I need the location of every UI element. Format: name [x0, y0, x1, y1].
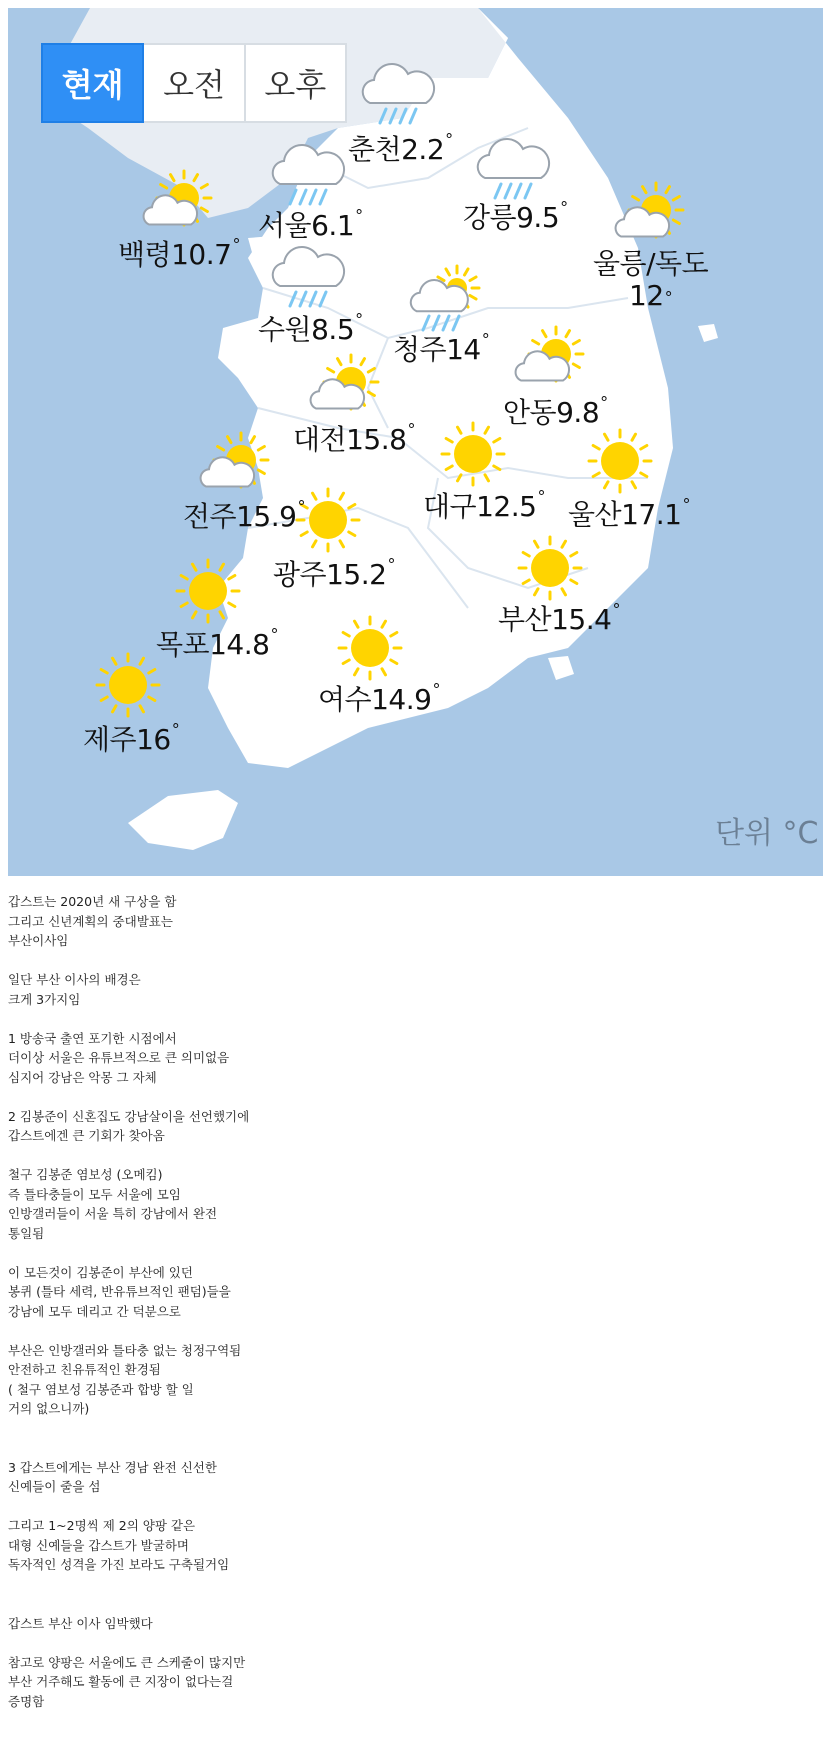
city-label — [593, 248, 708, 312]
city-temp: 12 — [629, 279, 664, 312]
degree-mark: ° — [297, 497, 305, 516]
article-line: 3 갑스트에게는 부산 경남 완전 신선한 — [8, 1459, 217, 1475]
degree-mark: ° — [171, 720, 180, 739]
city-name: 청주 — [393, 333, 447, 366]
article-line: 독자적인 성격을 가진 보라도 구축될거임 — [8, 1557, 230, 1572]
city-name: 서울 — [258, 209, 312, 242]
article-line — [8, 1146, 788, 1166]
time-tabs — [41, 43, 347, 123]
article-line — [8, 1243, 788, 1263]
degree-mark: ° — [407, 420, 415, 439]
city-temp: 14 — [446, 333, 481, 366]
article-line: 즉 틀타충들이 모두 서울에 모임 — [8, 1186, 181, 1202]
degree-mark: ° — [270, 625, 278, 644]
degree-mark: ° — [445, 130, 453, 149]
tab-now[interactable]: 현재 — [41, 43, 144, 123]
city-name: 제주 — [83, 723, 137, 756]
city-name: 전주 — [183, 500, 237, 533]
city-name: 울릉/독도 — [593, 247, 709, 280]
article-line — [8, 1438, 788, 1458]
unit-label: 단위 °C — [715, 816, 819, 851]
article-line — [8, 1419, 788, 1439]
city-temp: 15.4 — [551, 603, 612, 636]
city-name: 강릉 — [463, 201, 517, 234]
degree-mark: ° — [600, 393, 608, 412]
city-name: 목포 — [156, 628, 210, 661]
article-line: 강남에 모두 데리고 간 덕분으로 — [8, 1303, 181, 1319]
degree-mark: ° — [682, 495, 690, 514]
city-label — [183, 495, 305, 535]
article-line: 안전하고 친유튜적인 환경됨 — [8, 1362, 161, 1377]
article-line — [8, 1633, 788, 1653]
city-name: 대구 — [423, 490, 477, 523]
city-name: 춘천 — [348, 133, 402, 166]
city-label — [498, 598, 620, 638]
city-temp: 9.8 — [556, 396, 600, 429]
city-label — [156, 623, 278, 663]
article-line: 부산 거주해도 활동에 큰 지장이 없다는걸 — [8, 1674, 234, 1689]
degree-mark: ° — [232, 235, 240, 254]
article-line: 이 모든것이 김봉준이 부산에 있던 — [8, 1264, 193, 1280]
article-line: 통일됨 — [8, 1225, 45, 1241]
article-line: 2 김봉준이 신혼집도 강남살이을 선언했기에 — [8, 1108, 250, 1124]
city-temp: 14.8 — [209, 628, 270, 661]
city-name: 백령 — [118, 238, 172, 271]
degree-mark: ° — [612, 600, 620, 619]
degree-mark: ° — [387, 555, 395, 574]
article-line: 부산이사임 — [8, 933, 69, 948]
city-temp: 15.2 — [326, 558, 387, 591]
article-line: 갑스트는 2020년 새 구상을 함 — [8, 894, 177, 909]
city-temp: 17.1 — [621, 498, 682, 531]
city-temp: 15.8 — [346, 423, 407, 456]
city-name: 대전 — [293, 423, 347, 456]
article-line — [8, 1009, 788, 1029]
city-label — [318, 678, 440, 718]
degree-mark: ° — [560, 198, 568, 217]
article-line: 더이상 서울은 유튜브적으로 큰 의미없음 — [8, 1050, 230, 1065]
city-label — [568, 493, 690, 533]
city-temp: 2.2 — [401, 133, 445, 166]
article-body — [8, 892, 788, 1711]
article-line — [8, 1575, 788, 1595]
article-line: 거의 없으니까) — [8, 1401, 90, 1416]
article-line: 그리고 1~2명씩 제 2의 양팡 같은 — [8, 1518, 196, 1533]
city-temp: 9.5 — [516, 201, 560, 234]
degree-mark: ° — [481, 330, 490, 349]
article-line — [8, 951, 788, 971]
city-label — [293, 418, 415, 458]
city-label — [273, 553, 395, 593]
article-line: 일단 부산 이사의 배경은 — [8, 972, 141, 987]
article-line: 크게 3가지임 — [8, 991, 81, 1007]
degree-mark: ° — [537, 487, 545, 506]
city-name: 수원 — [258, 313, 312, 346]
article-line: 대형 신예들을 갑스트가 발굴하며 — [8, 1537, 189, 1553]
article-line: 갑스트에겐 큰 기회가 찾아옴 — [8, 1128, 165, 1143]
degree-mark: ° — [664, 288, 673, 307]
city-label — [503, 391, 608, 431]
article-line — [8, 1497, 788, 1517]
city-name: 안동 — [503, 396, 557, 429]
article-line: ( 철구 염보성 김봉준과 합방 할 일 — [8, 1381, 194, 1397]
weather-map — [8, 8, 823, 876]
city-label — [258, 308, 363, 348]
city-name: 여수 — [318, 683, 372, 716]
city-name: 부산 — [498, 603, 552, 636]
city-name: 울산 — [568, 498, 622, 531]
city-temp: 8.5 — [311, 313, 355, 346]
degree-mark: ° — [355, 310, 363, 329]
city-label — [348, 128, 453, 168]
degree-mark: ° — [355, 206, 363, 225]
article-line: 참고로 양팡은 서울에도 큰 스케줄이 많지만 — [8, 1654, 246, 1670]
tab-afternoon[interactable]: 오후 — [264, 66, 327, 104]
city-name: 광주 — [273, 558, 327, 591]
city-temp: 16 — [136, 723, 171, 756]
tab-morning[interactable]: 오전 — [144, 45, 245, 121]
article-line: 봉퀴 (틀타 세력, 반유튜브적인 팬덤)들을 — [8, 1284, 231, 1299]
city-label — [463, 196, 568, 236]
article-line: 부산은 인방갤러와 틀타충 없는 청정구역됨 — [8, 1342, 242, 1358]
city-label — [83, 718, 179, 758]
article-line — [8, 1087, 788, 1107]
article-line: 신예들이 줄을 섬 — [8, 1479, 101, 1494]
article-line: 심지어 강남은 악몽 그 자체 — [8, 1069, 157, 1085]
city-temp: 10.7 — [171, 238, 232, 271]
article-line — [8, 1321, 788, 1341]
article-line — [8, 1594, 788, 1614]
city-label — [118, 233, 240, 273]
city-temp: 14.9 — [371, 683, 432, 716]
city-temp: 6.1 — [311, 209, 355, 242]
article-line: 인방갤러들이 서울 특히 강남에서 완전 — [8, 1206, 218, 1221]
article-line: 그리고 신년계획의 중대발표는 — [8, 913, 173, 929]
article-line: 철구 김봉준 염보성 (오메킴) — [8, 1167, 163, 1182]
city-label — [393, 328, 489, 368]
city-temp: 15.9 — [236, 500, 297, 533]
city-label — [423, 485, 545, 525]
city-temp: 12.5 — [476, 490, 537, 523]
city-label — [258, 204, 363, 244]
article-line: 증명함 — [8, 1693, 45, 1709]
article-line: 1 방송국 출연 포기한 시점에서 — [8, 1030, 177, 1046]
article-line: 갑스트 부산 이사 임박했다 — [8, 1615, 153, 1631]
degree-mark: ° — [432, 680, 440, 699]
